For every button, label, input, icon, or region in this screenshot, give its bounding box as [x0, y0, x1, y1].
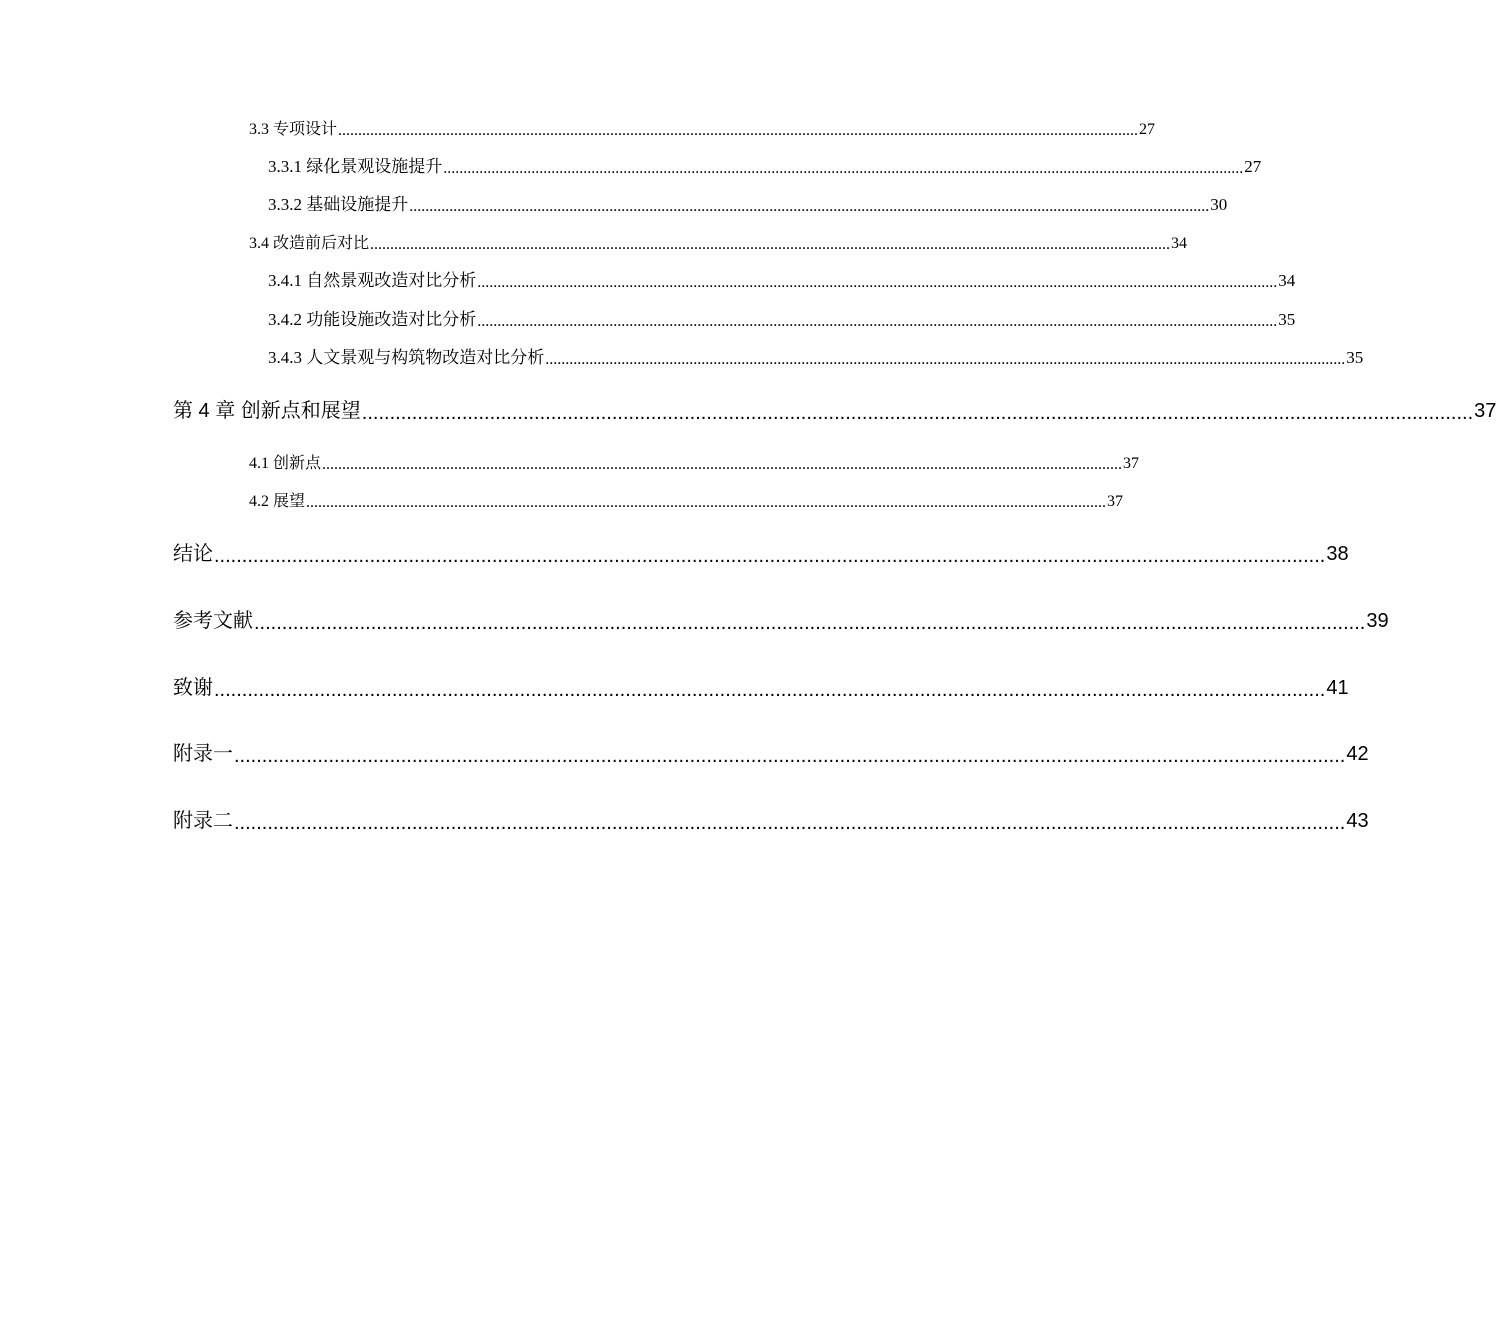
- toc-entry-4-2[interactable]: [0, 489, 1124, 511]
- toc-entry-3-3-2[interactable]: [0, 193, 1228, 215]
- toc-entry-appendix-2[interactable]: [0, 805, 1369, 834]
- toc-title: 附录一: [173, 743, 233, 765]
- toc-entry-3-4-2[interactable]: [0, 308, 1296, 330]
- toc-page-number: 41: [1326, 677, 1349, 699]
- toc-entry-references[interactable]: [0, 605, 1389, 634]
- toc-page-number: 35: [1346, 348, 1364, 367]
- toc-entry-3-3[interactable]: [0, 117, 1156, 139]
- toc-leader: ........................................................................................................................................................................................................: [234, 812, 1346, 834]
- toc-leader: ........................................................................................................................................................................................................: [409, 198, 1210, 215]
- toc-page-number: 38: [1326, 543, 1349, 565]
- toc-page-number: 27: [1139, 121, 1156, 138]
- toc-title: 附录二: [173, 810, 233, 832]
- toc-page-number: 37: [1107, 493, 1124, 510]
- toc-leader: ........................................................................................................................................................................................................: [214, 679, 1326, 701]
- toc-leader: ........................................................................................................................................................................................................: [361, 402, 1474, 424]
- toc-entry-4-1[interactable]: [0, 451, 1140, 473]
- toc-title: 4.2 展望: [249, 493, 306, 510]
- toc-entry-acknowledgements[interactable]: [0, 672, 1349, 701]
- toc-leader: ........................................................................................................................................................................................................: [443, 160, 1244, 177]
- toc-title: 3.4 改造前后对比: [249, 235, 370, 252]
- toc-page-number: 35: [1278, 310, 1296, 329]
- toc-leader: ........................................................................................................................................................................................................: [545, 351, 1346, 368]
- toc-entry-appendix-1[interactable]: [0, 738, 1369, 767]
- toc-leader: ........................................................................................................................................................................................................: [306, 494, 1107, 511]
- toc-entry-3-4[interactable]: [0, 231, 1188, 253]
- toc-page-number: 37: [1474, 400, 1496, 422]
- toc-leader: ........................................................................................................................................................................................................: [370, 236, 1171, 253]
- toc-entry-3-4-1[interactable]: [0, 269, 1296, 291]
- toc-title: 参考文献: [173, 610, 253, 632]
- toc-title: 3.3.1 绿化景观设施提升: [268, 157, 443, 176]
- toc-title: 3.3.2 基础设施提升: [268, 195, 409, 214]
- toc-title: 3.4.2 功能设施改造对比分析: [268, 310, 477, 329]
- toc-page-number: 34: [1278, 271, 1296, 290]
- toc-page-number: 42: [1346, 743, 1369, 765]
- toc-title: 3.4.3 人文景观与构筑物改造对比分析: [268, 348, 545, 367]
- toc-page-number: 37: [1123, 455, 1140, 472]
- toc-leader: ........................................................................................................................................................................................................: [322, 456, 1123, 473]
- toc-page-number: 39: [1366, 610, 1389, 632]
- toc-leader: ........................................................................................................................................................................................................: [254, 612, 1366, 634]
- toc-page-number: 30: [1210, 195, 1228, 214]
- toc-title: 4.1 创新点: [249, 455, 322, 472]
- toc-title: 结论: [173, 543, 213, 565]
- toc-leader: ........................................................................................................................................................................................................: [214, 545, 1326, 567]
- toc-title: 3.3 专项设计: [249, 121, 338, 138]
- toc-leader: ........................................................................................................................................................................................................: [234, 745, 1346, 767]
- toc-entry-3-4-3[interactable]: [0, 346, 1364, 368]
- toc-entry-3-3-1[interactable]: [0, 155, 1262, 177]
- toc-entry-conclusion[interactable]: [0, 538, 1349, 567]
- toc-title: 第 4 章 创新点和展望: [173, 400, 361, 422]
- toc-entry-chapter-4[interactable]: [0, 395, 1496, 424]
- toc-page-number: 27: [1244, 157, 1262, 176]
- toc-leader: ........................................................................................................................................................................................................: [338, 122, 1139, 139]
- toc-page-number: 34: [1171, 235, 1188, 252]
- toc-leader: ........................................................................................................................................................................................................: [477, 274, 1278, 291]
- toc-title: 致谢: [173, 677, 213, 699]
- toc-title: 3.4.1 自然景观改造对比分析: [268, 271, 477, 290]
- toc-leader: ........................................................................................................................................................................................................: [477, 313, 1278, 330]
- toc-page-number: 43: [1346, 810, 1369, 832]
